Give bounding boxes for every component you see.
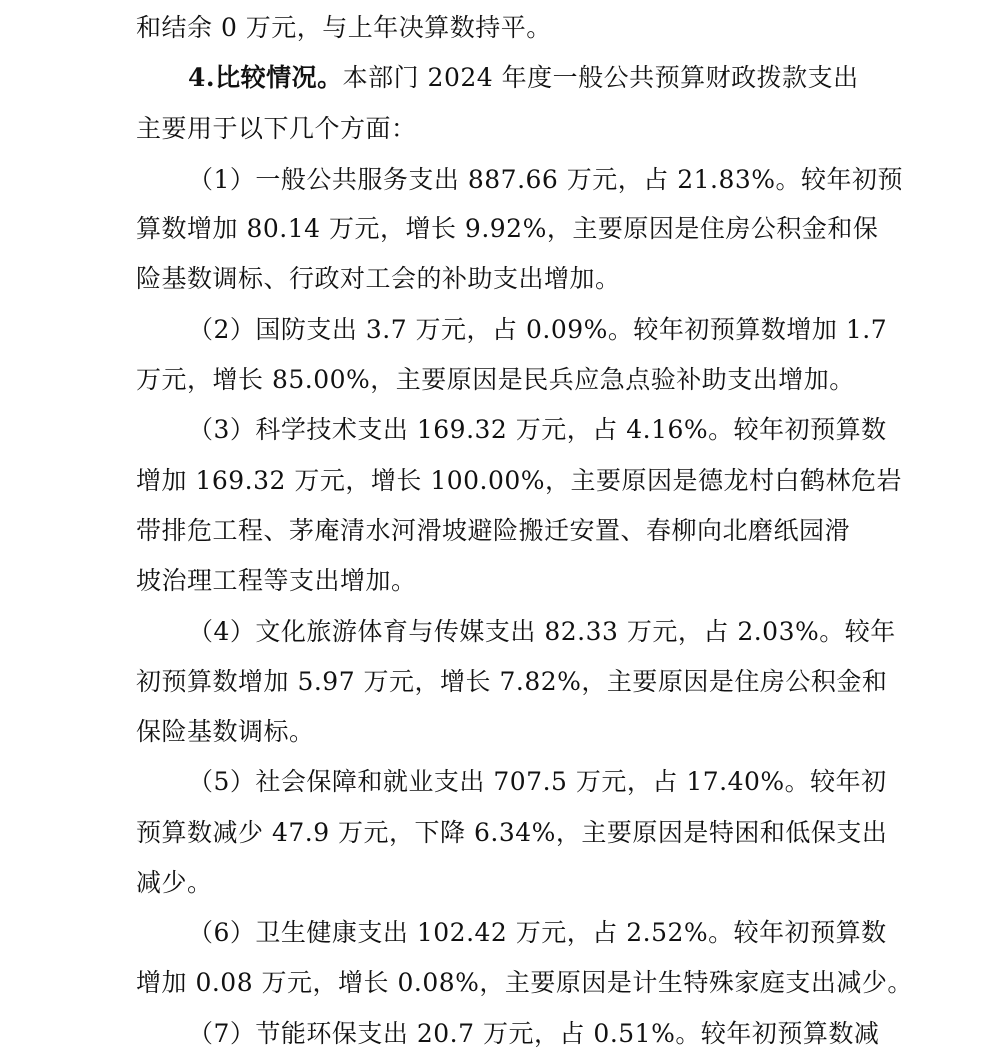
text-line: 坡治理工程等支出增加。 bbox=[136, 566, 417, 595]
text-line: 本部门 2024 年度一般公共预算财政拨款支出 bbox=[342, 63, 859, 92]
text-line: 带排危工程、茅庵清水河滑坡避险搬迁安置、春柳向北磨纸园滑 bbox=[136, 516, 851, 545]
text-line: （1）一般公共服务支出 887.66 万元，占 21.83%。较年初预 bbox=[188, 165, 904, 194]
text-line: 和结余 0 万元，与上年决算数持平。 bbox=[136, 13, 552, 42]
text-line: 算数增加 80.14 万元，增长 9.92%，主要原因是住房公积金和保 bbox=[136, 214, 879, 243]
text-line: （6）卫生健康支出 102.42 万元，占 2.52%。较年初预算数 bbox=[188, 918, 887, 947]
text-line: （3）科学技术支出 169.32 万元，占 4.16%。较年初预算数 bbox=[188, 415, 887, 444]
text-line: 初预算数增加 5.97 万元，增长 7.82%，主要原因是住房公积金和 bbox=[136, 667, 888, 696]
text-line: 主要用于以下几个方面： bbox=[136, 114, 417, 143]
text-line: 增加 169.32 万元，增长 100.00%，主要原因是德龙村白鹤林危岩 bbox=[136, 466, 903, 495]
text-line: 保险基数调标。 bbox=[136, 717, 315, 746]
text-line: （7）节能环保支出 20.7 万元，占 0.51%。较年初预算数减 bbox=[188, 1019, 880, 1048]
text-line: （4）文化旅游体育与传媒支出 82.33 万元，占 2.03%。较年 bbox=[188, 617, 896, 646]
text-line: 险基数调标、行政对工会的补助支出增加。 bbox=[136, 264, 621, 293]
text-line: 增加 0.08 万元，增长 0.08%，主要原因是计生特殊家庭支出减少。 bbox=[136, 968, 913, 997]
text-line: （2）国防支出 3.7 万元，占 0.09%。较年初预算数增加 1.7 bbox=[188, 315, 888, 344]
section-heading: 4.比较情况。 bbox=[188, 63, 343, 92]
text-line: 万元，增长 85.00%，主要原因是民兵应急点验补助支出增加。 bbox=[136, 365, 855, 394]
text-line: 减少。 bbox=[136, 868, 213, 897]
text-line: （5）社会保障和就业支出 707.5 万元，占 17.40%。较年初 bbox=[188, 767, 887, 796]
text-line: 预算数减少 47.9 万元，下降 6.34%，主要原因是特困和低保支出 bbox=[136, 818, 888, 847]
paragraph-heading-line bbox=[188, 62, 859, 94]
